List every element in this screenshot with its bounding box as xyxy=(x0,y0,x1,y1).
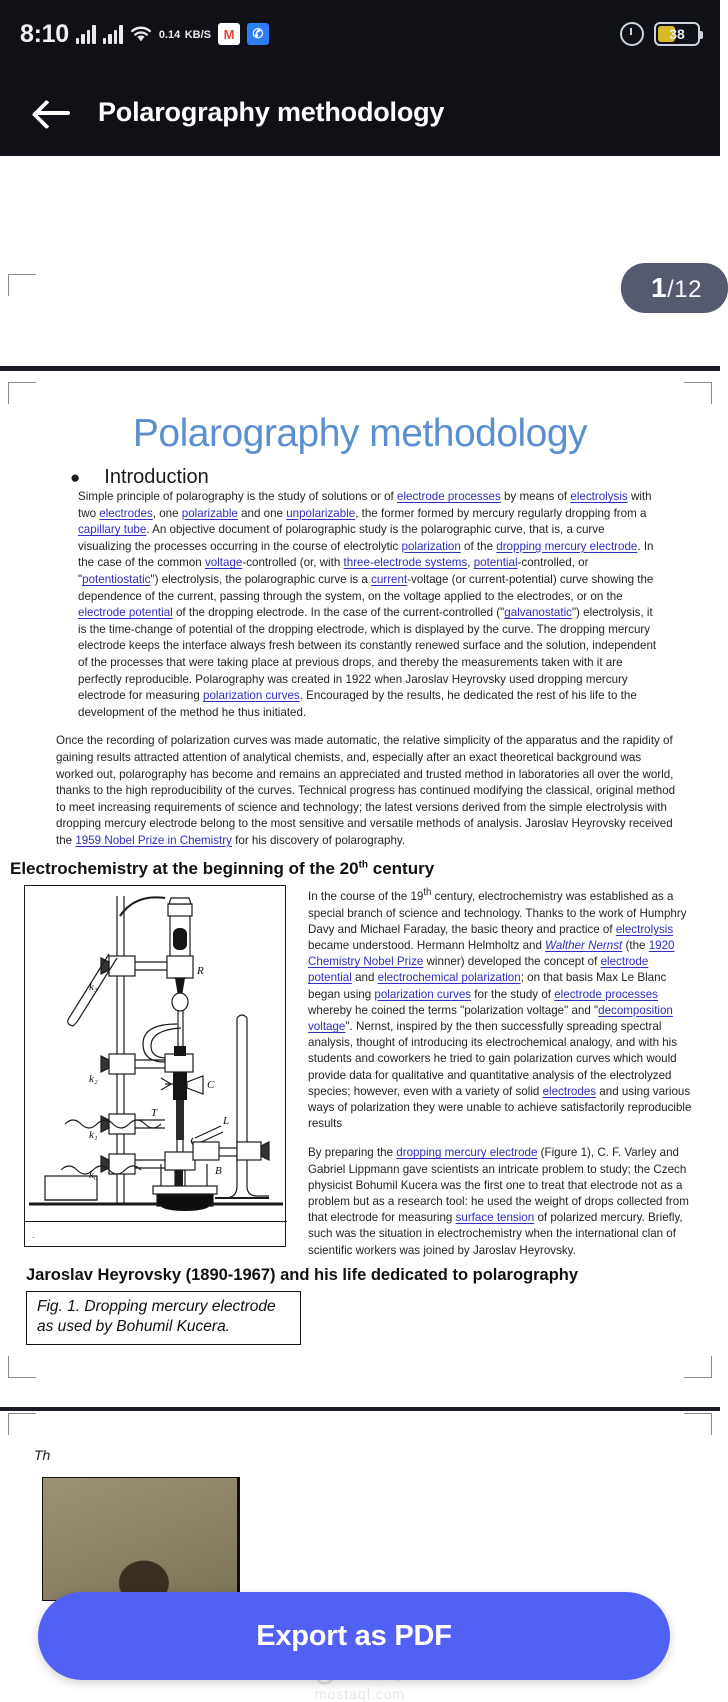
link-1959-nobel-prize[interactable]: 1959 Nobel Prize in Chemistry xyxy=(75,833,232,847)
link-electrodes[interactable]: electrodes xyxy=(99,506,153,520)
text-run: , one xyxy=(152,506,182,520)
signal-bars-sim1-icon xyxy=(76,24,96,44)
link-capillary-tube[interactable]: capillary tube xyxy=(78,523,147,537)
status-bar-left xyxy=(20,20,269,49)
text-run: and using various ways of polarization they were unable to achieve satisfactorily reproducible results xyxy=(308,1084,692,1131)
figure-1-image xyxy=(24,885,286,1247)
text-run: . In the case of the common xyxy=(78,539,654,570)
crop-mark-tr-3 xyxy=(684,1413,712,1435)
text-run: whereby he coined the terms "polarization voltage" and " xyxy=(308,1003,599,1017)
app-bar xyxy=(0,68,720,156)
figure-label-k0: k₀ xyxy=(89,1169,98,1182)
text-run: -controlled, or " xyxy=(78,556,589,586)
figure-column xyxy=(24,885,286,1258)
paragraph-2 xyxy=(56,733,678,849)
crop-mark-br-2 xyxy=(684,1356,712,1378)
portrait-photo xyxy=(42,1477,238,1601)
bullet-item-label: Introduction xyxy=(104,466,209,488)
figure-label-T: T xyxy=(151,1107,158,1120)
link-electrode-processes-2[interactable]: electrode processes xyxy=(554,987,658,1001)
document-viewer[interactable] xyxy=(0,156,720,1702)
network-speed-unit: KB/S xyxy=(184,29,211,41)
link-electrochemical-polarization[interactable]: electrochemical polarization xyxy=(377,971,521,985)
figure-trailing-dot: . xyxy=(32,1230,35,1241)
text-run: , xyxy=(467,556,474,570)
text-run: ") electrolysis, the polarographic curve is a xyxy=(150,572,372,586)
text-run: by means of xyxy=(500,490,571,503)
link-polarization-curves[interactable]: polarization curves xyxy=(203,689,300,703)
right-text-column xyxy=(308,885,694,1258)
link-electrode-potential-2[interactable]: electrode potential xyxy=(308,955,649,985)
link-galvanostatic[interactable]: galvanostatic xyxy=(504,606,572,620)
figure-drawing xyxy=(25,886,287,1222)
portrait-face xyxy=(43,1478,237,1600)
network-speed-value: 0.14 xyxy=(158,29,181,41)
figure-caption-block xyxy=(0,1266,720,1345)
bullet-marker-icon: ● xyxy=(70,468,81,487)
slide-divider-top xyxy=(0,366,720,371)
text-run: became understood. Hermann Helmholtz and xyxy=(308,938,546,952)
back-arrow-icon[interactable] xyxy=(34,95,74,129)
text-run: ") electrolysis, it is the time-change of potential of the dropping electrode, which is displayed by the curve. The dropping mercury electrode keeps the interface always fresh between its constantly renewed surface and the solution, independent of the processes that were taking place at previous drops, and thereby the measurements taken with it are perfectly reproducible. Polarography was created in 1922 when Jaroslav Heyrovsky used dropping mercury electrode for measuring xyxy=(78,606,657,703)
link-voltage[interactable]: voltage xyxy=(204,556,243,570)
right-paragraph-1 xyxy=(308,885,694,1132)
portrait-frame-divider xyxy=(238,1477,240,1601)
text-run: (the xyxy=(622,938,649,952)
link-dropping-mercury-electrode[interactable]: dropping mercury electrode xyxy=(496,539,638,553)
figure-label-k3: k₃ xyxy=(89,981,98,994)
link-unpolarizable[interactable]: unpolarizable xyxy=(286,506,356,520)
link-surface-tension[interactable]: surface tension xyxy=(455,1211,535,1225)
clock-text: 8:10 xyxy=(20,19,69,48)
battery-icon xyxy=(654,22,700,46)
text-run: for the study of xyxy=(471,987,555,1001)
text-run: with two xyxy=(78,490,652,520)
link-potential[interactable]: potential xyxy=(473,556,518,570)
text-run: In the course of the 19 xyxy=(308,890,424,904)
text-run: ; on that basis Max Le Blanc began using xyxy=(308,971,667,1001)
heading-text-tail: century xyxy=(368,859,435,879)
figure-label-C: C xyxy=(207,1079,215,1092)
document-title: Polarography methodology xyxy=(132,412,588,455)
text-run: of polarized mercury. Briefly, such was the situation in electrochemistry when the international clan of scientific workers was joined by Jaroslav Heyrovsky. xyxy=(308,1211,683,1257)
text-run: Once the recording of polarization curves was made automatic, the relative simplicity of the apparatus and the rapidity of gaining results attracted attention of analytical chemists, and, especially after an exact theoretical background was worked out, polarography has become and remains an appreciated and trusted method in laboratories all over the world, thanks to the high reproducibility of the curves. Technical progress has continued modifying the classical, original method to meet increasing requirements of science and technology; the latest versions derived from the simple electrolysis with dropping mercury electrode belong to the most sensitive and versatile methods of analysis. Jaroslav Heyrovsky received the xyxy=(56,734,676,847)
link-electrode-processes[interactable]: electrode processes xyxy=(397,490,501,503)
right-paragraph-2 xyxy=(308,1145,694,1258)
page-total: /12 xyxy=(667,276,702,303)
text-run: By preparing the xyxy=(308,1146,397,1160)
signal-bars-sim2-icon xyxy=(103,24,123,44)
apparatus-diagram-icon xyxy=(25,886,287,1222)
text-run: . An objective document of polarographic study is the polarographic curve, that is, a curve visualizing the processes occurring in the course of electrolytic xyxy=(78,523,605,553)
slide-current xyxy=(0,380,720,1380)
link-polarization[interactable]: polarization xyxy=(401,539,461,553)
document-body xyxy=(0,489,720,849)
crop-mark-tl-2 xyxy=(8,382,36,404)
slide-next xyxy=(0,1411,720,1601)
status-bar-right xyxy=(620,22,700,46)
text-run: and one xyxy=(237,506,287,520)
text-run: , the former formed by mercury regularly dropping from a xyxy=(355,506,647,520)
figure-caption-overlay-text: Jaroslav Heyrovsky (1890-1967) and his life dedicated to polarography xyxy=(26,1265,579,1284)
text-run: ". Nernst, inspired by the then successfully spreading spectral analysis, thought of introducing its electrochemical analogy, and with his students and coworkers he tried to gain polarization curves which would provide data for qualitative and quantitative analysis of the electrolyzed species; however, even with a variety of solid xyxy=(308,1019,678,1098)
link-three-electrode-systems[interactable]: three-electrode systems xyxy=(343,556,468,570)
section-heading xyxy=(10,859,720,879)
text-run: Simple principle of polarography is the study of solutions or of xyxy=(78,490,397,503)
link-current[interactable]: current xyxy=(371,572,408,586)
link-dropping-mercury-electrode-2[interactable]: dropping mercury electrode xyxy=(396,1146,538,1160)
figure-label-k1: k₁ xyxy=(89,1129,98,1142)
heading-text: Electrochemistry at the beginning of the 20 xyxy=(10,859,359,879)
figure-label-L: L xyxy=(223,1115,230,1128)
link-electrolysis[interactable]: electrolysis xyxy=(570,490,628,503)
network-speed-indicator xyxy=(159,25,211,43)
text-run: century, electrochemistry was established as a special branch of science and technology. Thanks to the work of Humphry Davy and Michael Faraday, the basic theory and practice of xyxy=(308,890,687,936)
link-potentiostatic[interactable]: potentiostatic xyxy=(82,572,151,586)
link-polarizable[interactable]: polarizable xyxy=(181,506,238,520)
link-1920-chemistry-nobel-prize[interactable]: 1920 Chemistry Nobel Prize xyxy=(308,938,675,969)
figure-note-box: Fig. 1. Dropping mercury electrode as used by Bohumil Kucera. xyxy=(26,1291,301,1345)
crop-mark-tl xyxy=(8,274,36,296)
alarm-clock-icon xyxy=(620,22,644,46)
crop-mark-bl-2 xyxy=(8,1356,36,1378)
heading-superscript: th xyxy=(358,859,369,871)
link-walther-nernst[interactable]: Walther Nernst xyxy=(545,938,623,952)
figure-label-k2: k₂ xyxy=(89,1073,98,1086)
link-electrode-potential[interactable]: electrode potential xyxy=(78,606,173,620)
gmail-notification-icon: M xyxy=(218,23,240,45)
page-current: 1 xyxy=(651,272,668,303)
text-run: and xyxy=(351,971,378,985)
link-electrodes-2[interactable]: electrodes xyxy=(542,1084,597,1098)
wifi-icon xyxy=(130,25,152,43)
text-run: winner) developed the concept of xyxy=(423,955,601,969)
text-run: . Encouraged by the results, he dedicated the rest of his life to the development of the method he thus initiated. xyxy=(78,689,637,719)
page-title: Polarography methodology xyxy=(98,96,445,127)
figure-label-R: R xyxy=(197,965,204,978)
superscript-th: th xyxy=(423,887,432,899)
two-column-region xyxy=(0,885,720,1258)
link-electrolysis-2[interactable]: electrolysis xyxy=(615,922,674,936)
text-run: for his discovery of polarography. xyxy=(231,833,406,847)
link-decomposition-voltage[interactable]: decomposition voltage xyxy=(308,1003,673,1033)
battery-percent-text: 38 xyxy=(669,26,685,42)
export-as-pdf-button[interactable]: Export as PDF xyxy=(38,1592,670,1680)
figure-label-B: B xyxy=(215,1165,222,1178)
text-run: of the dropping electrode. In the case of the current-controlled (" xyxy=(172,606,505,620)
crop-mark-tl-3 xyxy=(8,1413,36,1435)
text-run: of the xyxy=(460,539,497,553)
bullet-list-item xyxy=(70,466,720,489)
slide-previous xyxy=(0,156,720,372)
page-indicator xyxy=(621,263,728,313)
link-polarization-curves-2[interactable]: polarization curves xyxy=(374,987,472,1001)
text-run: -controlled (or, with xyxy=(242,556,344,570)
next-slide-text: Th xyxy=(34,1447,51,1463)
status-bar xyxy=(0,0,720,68)
text-run: -voltage (or current-potential) curve showing the dependence of the current, passing through the system, on the voltage applied to the electrodes, or on the xyxy=(78,572,654,603)
watermark-latin: mostaql.com xyxy=(314,1686,406,1702)
text-run: (Figure 1), C. F. Varley and Gabriel Lippmann gave scientists an intricate problem to study; the Czech physicist Bohumil Kucera was the first one to treat that electrode not as a problem but as a research tool: he used the weight of drops collected from that electrode for measuring xyxy=(308,1146,689,1225)
paragraph-1 xyxy=(56,489,678,721)
phone-notification-icon: ✆ xyxy=(247,23,269,45)
crop-mark-tr-2 xyxy=(684,382,712,404)
